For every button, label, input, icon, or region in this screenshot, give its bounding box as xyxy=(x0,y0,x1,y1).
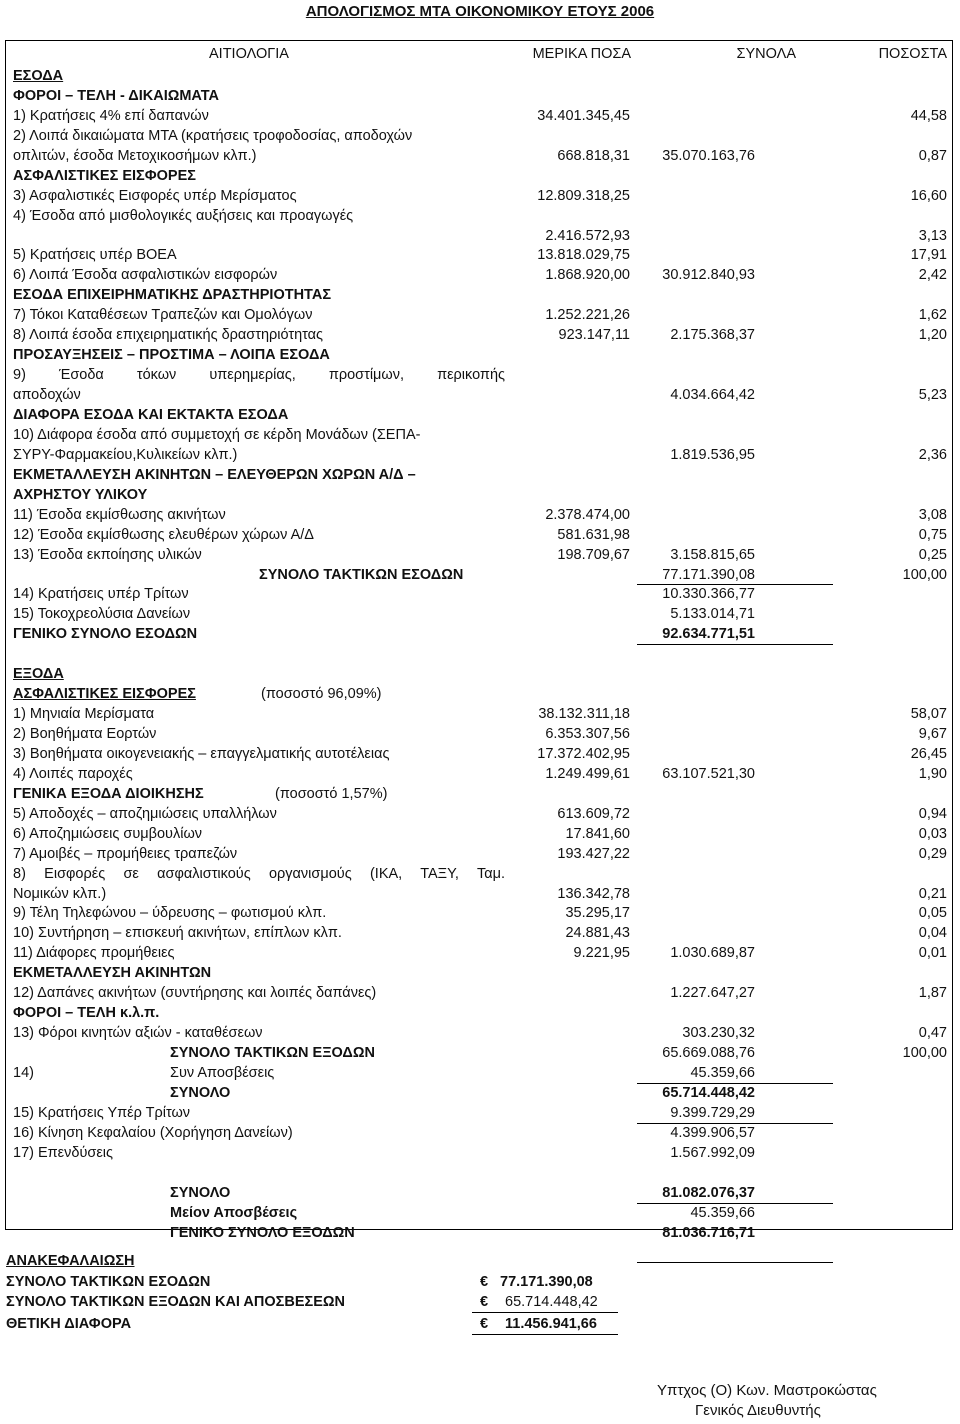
table-row xyxy=(13,785,953,804)
row-label: ΑΣΦΑΛΙΣΤΙΚΕΣ ΕΙΣΦΟΡΕΣ xyxy=(13,686,196,703)
row-label: ΕΣΟΔΑ xyxy=(13,68,64,84)
total-amount: 81.082.076,37 xyxy=(662,1184,755,1201)
summary-label: ΣΥΝΟΛΟ ΤΑΚΤΙΚΩΝ ΕΞΟΔΩΝ ΚΑΙ ΑΠΟΣΒΕΣΕΩΝ xyxy=(6,1294,345,1310)
row-label: 4) Έσοδα από μισθολογικές αυξήσεις και προαγωγές xyxy=(13,207,354,224)
row-label: 11) Διάφορες προμήθειες xyxy=(13,945,175,962)
table-row xyxy=(13,845,953,864)
partial-amount: 923.147,11 xyxy=(558,327,630,344)
signature-role: Γενικός Διευθυντής xyxy=(695,1402,821,1419)
row-label: 12) Έσοδα εκμίσθωσης ελευθέρων χώρων Α/Δ xyxy=(13,526,314,543)
total-amount: 35.070.163,76 xyxy=(662,147,755,164)
percentage: 2,42 xyxy=(918,267,947,284)
table-row xyxy=(13,964,953,983)
row-label: ΕΣΟΔΑ ΕΠΙΧΕΙΡΗΜΑΤΙΚΗΣ ΔΡΑΣΤΗΡΙΟΤΗΤΑΣ xyxy=(13,287,332,304)
partial-amount: 24.881,43 xyxy=(565,925,630,942)
table-row xyxy=(13,167,953,186)
partial-amount: 1.252.221,26 xyxy=(545,307,630,324)
table-row xyxy=(13,227,953,246)
table-row xyxy=(13,346,953,365)
row-label: 2) Βοηθήματα Εορτών xyxy=(13,726,157,743)
table-row xyxy=(13,605,953,624)
partial-amount: 17.841,60 xyxy=(565,825,630,842)
total-amount: 65.669.088,76 xyxy=(662,1045,755,1062)
table-row xyxy=(13,1184,953,1203)
total-amount: 65.714.448,42 xyxy=(662,1084,755,1101)
percentage: 3,08 xyxy=(918,506,947,523)
total-amount: 1.819.536,95 xyxy=(670,446,755,463)
total-underline xyxy=(637,1123,833,1124)
percentage: 0,75 xyxy=(918,526,947,543)
row-label: Νομικών κλπ.) xyxy=(13,885,107,902)
table-row xyxy=(13,885,953,904)
partial-amount: 38.132.311,18 xyxy=(538,706,630,723)
table-row xyxy=(13,486,953,505)
total-amount: 1.030.689,87 xyxy=(670,945,755,962)
percentage: 0,05 xyxy=(918,905,947,922)
summary-label: ΣΥΝΟΛΟ ΤΑΚΤΙΚΩΝ ΕΣΟΔΩΝ xyxy=(6,1274,211,1290)
header-pososta: ΠΟΣΟΣΤΑ xyxy=(878,46,947,62)
table-row xyxy=(13,665,953,684)
table-row xyxy=(13,904,953,923)
row-note: (ποσοστό 96,09%) xyxy=(261,686,382,703)
total-amount: 30.912.840,93 xyxy=(662,267,755,284)
row-label: 14) xyxy=(13,1065,34,1081)
table-row xyxy=(13,426,953,445)
percentage: 3,13 xyxy=(918,227,947,244)
percentage: 0,01 xyxy=(918,945,947,962)
row-label: 8) Εισφορές σε ασφαλιστικούς οργανισμούς (ΙΚΑ, ΤΑΞΥ, Ταμ. xyxy=(13,865,505,882)
table-row xyxy=(13,67,953,86)
partial-amount: 581.631,98 xyxy=(557,526,630,543)
total-amount: 4.399.906,57 xyxy=(670,1124,755,1141)
total-amount: 3.158.815,65 xyxy=(670,546,755,563)
total-underline xyxy=(637,644,833,645)
partial-amount: 193.427,22 xyxy=(557,845,630,862)
total-underline xyxy=(637,1203,833,1204)
row-label: 10) Συντήρηση – επισκευή ακινήτων, επίπλων κλπ. xyxy=(13,925,342,942)
row-label: ΦΟΡΟΙ – ΤΕΛΗ - ΔΙΚΑΙΩΜΑΤΑ xyxy=(13,87,219,104)
euro-icon: € xyxy=(480,1316,489,1332)
row-label: 10) Διάφορα έσοδα από συμμετοχή σε κέρδη Μονάδων (ΣΕΠΑ- xyxy=(13,426,421,443)
row-note: (ποσοστό 1,57%) xyxy=(275,785,388,802)
table-row xyxy=(13,246,953,265)
percentage: 0,21 xyxy=(918,885,947,902)
row-label: αποδοχών xyxy=(13,387,81,404)
percentage: 1,20 xyxy=(918,327,947,344)
total-amount: 1.567.992,09 xyxy=(670,1144,755,1161)
percentage: 0,03 xyxy=(918,825,947,842)
percentage: 58,07 xyxy=(910,706,947,723)
percentage: 100,00 xyxy=(902,566,947,583)
percentage: 0,29 xyxy=(918,845,947,862)
partial-amount: 2.416.572,93 xyxy=(545,227,630,244)
total-amount: 92.634.771,51 xyxy=(662,626,755,643)
percentage: 0,25 xyxy=(918,546,947,563)
percentage: 44,58 xyxy=(910,107,947,124)
row-label: ΣΥΝΟΛΟ xyxy=(170,1084,231,1101)
total-amount: 4.034.664,42 xyxy=(670,387,755,404)
table-row xyxy=(13,286,953,305)
table-row xyxy=(13,466,953,485)
table-row xyxy=(13,566,953,585)
row-label: 4) Λοιπές παροχές xyxy=(13,765,133,782)
percentage: 16,60 xyxy=(910,187,947,204)
table-row xyxy=(13,1104,953,1123)
total-amount: 45.359,66 xyxy=(690,1204,755,1221)
percentage: 1,90 xyxy=(918,765,947,782)
table-row xyxy=(13,207,953,226)
row-label: 11) Έσοδα εκμίσθωσης ακινήτων xyxy=(13,506,226,523)
partial-amount: 35.295,17 xyxy=(565,905,630,922)
partial-amount: 2.378.474,00 xyxy=(545,506,630,523)
row-label: ΑΣΦΑΛΙΣΤΙΚΕΣ ΕΙΣΦΟΡΕΣ xyxy=(13,167,196,184)
percentage: 1,62 xyxy=(918,307,947,324)
summary-value: 77.171.390,08 xyxy=(500,1274,593,1290)
percentage: 0,87 xyxy=(918,147,947,164)
row-label: Μείον Αποσβέσεις xyxy=(170,1204,298,1221)
partial-amount: 34.401.345,45 xyxy=(537,107,630,124)
table-row xyxy=(13,1164,953,1183)
row-label: ΑΧΡΗΣΤΟΥ ΥΛΙΚΟΥ xyxy=(13,486,148,503)
row-note: Συν Αποσβέσεις xyxy=(170,1065,275,1081)
table-row xyxy=(13,1124,953,1143)
row-label: 9) Τέλη Τηλεφώνου – ύδρευσης – φωτισμού κλπ. xyxy=(13,905,327,922)
row-label: ΦΟΡΟΙ – ΤΕΛΗ κ.λ.π. xyxy=(13,1005,160,1022)
table-row xyxy=(13,107,953,126)
partial-amount: 17.372.402,95 xyxy=(537,745,630,762)
row-label: ΣΥΝΟΛΟ ΤΑΚΤΙΚΩΝ ΕΣΟΔΩΝ xyxy=(259,566,464,583)
row-label: 5) Κρατήσεις υπέρ ΒΟΕΑ xyxy=(13,247,177,264)
table-row xyxy=(13,446,953,465)
table-row xyxy=(13,386,953,405)
table-row xyxy=(13,1084,953,1103)
row-label: 15) Κρατήσεις Υπέρ Τρίτων xyxy=(13,1104,191,1121)
table-row xyxy=(13,805,953,824)
table-row xyxy=(13,765,953,784)
row-label: 1) Κρατήσεις 4% επί δαπανών xyxy=(13,107,209,124)
row-label: ΣΥΝΟΛΟ xyxy=(170,1184,231,1201)
table-row xyxy=(13,1004,953,1023)
row-label: 12) Δαπάνες ακινήτων (συντήρησης και λοιπές δαπάνες) xyxy=(13,985,377,1002)
row-label: 14) Κρατήσεις υπέρ Τρίτων xyxy=(13,586,189,603)
table-row xyxy=(13,147,953,166)
table-row xyxy=(13,1044,953,1063)
percentage: 26,45 xyxy=(910,745,947,762)
table-row xyxy=(13,865,953,884)
table-row xyxy=(13,625,953,644)
summary-divider xyxy=(472,1334,618,1335)
percentage: 0,04 xyxy=(918,925,947,942)
table-row xyxy=(13,944,953,963)
total-amount: 9.399.729,29 xyxy=(670,1104,755,1121)
euro-icon: € xyxy=(480,1274,489,1290)
partial-amount: 668.818,31 xyxy=(557,147,630,164)
summary-label: ΘΕΤΙΚΗ ΔΙΑΦΟΡΑ xyxy=(6,1316,132,1332)
partial-amount: 1.868.920,00 xyxy=(545,267,630,284)
table-row xyxy=(13,127,953,146)
signature-name: Υπτχος (Ο) Κων. Μαστροκώστας xyxy=(657,1382,877,1399)
partial-amount: 1.249.499,61 xyxy=(545,765,630,782)
row-label: 8) Λοιπά έσοδα επιχειρηματικής δραστηριότητας xyxy=(13,327,324,344)
partial-amount: 9.221,95 xyxy=(573,945,630,962)
table-row xyxy=(13,406,953,425)
table-row xyxy=(13,924,953,943)
summary-divider xyxy=(472,1312,618,1313)
summary-value: 11.456.941,66 xyxy=(505,1316,597,1332)
header-synola: ΣΥΝΟΛΑ xyxy=(736,46,796,62)
table-header xyxy=(13,45,953,64)
row-label: 16) Κίνηση Κεφαλαίου (Χορήγηση Δανείων) xyxy=(13,1124,293,1141)
table-row xyxy=(13,685,953,704)
row-label: ΕΚΜΕΤΑΛΛΕΥΣΗ ΑΚΙΝΗΤΩΝ – ΕΛΕΥΘΕΡΩΝ ΧΩΡΩΝ Α/Δ – xyxy=(13,466,416,483)
row-label: 1) Μηνιαία Μερίσματα xyxy=(13,706,155,723)
row-label: ΣΥΡΥ-Φαρμακείου,Κυλικείων κλπ.) xyxy=(13,446,238,463)
row-label: 17) Επενδύσεις xyxy=(13,1144,113,1161)
table-row xyxy=(13,526,953,545)
summary-row xyxy=(0,1314,960,1334)
total-amount: 1.227.647,27 xyxy=(670,985,755,1002)
total-amount: 5.133.014,71 xyxy=(670,606,755,623)
table-row xyxy=(13,1224,953,1243)
row-label: οπλιτών, έσοδα Μετοχικοσήμων κλπ.) xyxy=(13,147,257,164)
table-row xyxy=(13,745,953,764)
table-row xyxy=(13,725,953,744)
percentage: 9,67 xyxy=(918,726,947,743)
partial-amount: 198.709,67 xyxy=(557,546,630,563)
table-row xyxy=(13,326,953,345)
row-label: ΔΙΑΦΟΡΑ ΕΣΟΔΑ ΚΑΙ ΕΚΤΑΚΤΑ ΕΣΟΔΑ xyxy=(13,406,289,423)
percentage: 17,91 xyxy=(910,247,947,264)
total-amount: 81.036.716,71 xyxy=(662,1224,755,1241)
row-label: 3) Ασφαλιστικές Εισφορές υπέρ Μερίσματος xyxy=(13,187,297,204)
table-row xyxy=(13,266,953,285)
partial-amount: 13.818.029,75 xyxy=(537,247,630,264)
summary-row xyxy=(0,1292,960,1312)
row-label: 9) Έσοδα τόκων υπερημερίας, προστίμων, περικοπής xyxy=(13,367,505,384)
header-aitiologia: ΑΙΤΙΟΛΟΓΙΑ xyxy=(209,46,289,62)
table-row xyxy=(13,1024,953,1043)
partial-amount: 613.609,72 xyxy=(557,805,630,822)
row-label: ΣΥΝΟΛΟ ΤΑΚΤΙΚΩΝ ΕΞΟΔΩΝ xyxy=(170,1045,375,1062)
percentage: 1,87 xyxy=(918,985,947,1002)
table-row xyxy=(13,1064,953,1083)
total-amount: 10.330.366,77 xyxy=(662,586,755,603)
total-amount: 77.171.390,08 xyxy=(662,566,755,583)
total-amount: 303.230,32 xyxy=(682,1025,755,1042)
percentage: 0,47 xyxy=(918,1025,947,1042)
table-row xyxy=(13,1204,953,1223)
table-row xyxy=(13,984,953,1003)
total-amount: 63.107.521,30 xyxy=(662,765,755,782)
summary-row xyxy=(0,1272,960,1292)
total-amount: 45.359,66 xyxy=(690,1065,755,1081)
total-amount: 2.175.368,37 xyxy=(670,327,755,344)
percentage: 0,94 xyxy=(918,805,947,822)
row-label: ΕΞΟΔΑ xyxy=(13,666,64,683)
row-label: ΠΡΟΣΑΥΞΗΣΕΙΣ – ΠΡΟΣΤΙΜΑ – ΛΟΙΠΑ ΕΣΟΔΑ xyxy=(13,347,330,364)
row-label: 7) Τόκοι Καταθέσεων Τραπεζών και Ομολόγων xyxy=(13,307,313,324)
partial-amount: 12.809.318,25 xyxy=(537,187,630,204)
header-merika-posa: ΜΕΡΙΚΑ ΠΟΣΑ xyxy=(532,46,631,62)
table-row xyxy=(13,306,953,325)
total-underline xyxy=(637,1083,833,1084)
table-row xyxy=(13,187,953,206)
table-row xyxy=(13,546,953,565)
row-label: 13) Έσοδα εκποίησης υλικών xyxy=(13,546,202,563)
table-row xyxy=(13,585,953,604)
euro-icon: € xyxy=(480,1294,489,1310)
row-label: 13) Φόροι κινητών αξιών - καταθέσεων xyxy=(13,1025,263,1042)
row-label: 6) Λοιπά Έσοδα ασφαλιστικών εισφορών xyxy=(13,267,278,284)
table-row xyxy=(13,1144,953,1163)
row-label: 15) Τοκοχρεολύσια Δανείων xyxy=(13,606,191,623)
table-row xyxy=(13,506,953,525)
row-label: 5) Αποδοχές – αποζημιώσεις υπαλλήλων xyxy=(13,805,277,822)
row-label: ΓΕΝΙΚΟ ΣΥΝΟΛΟ ΕΣΟΔΩΝ xyxy=(13,626,198,643)
page-title: ΑΠΟΛΟΓΙΣΜΟΣ ΜΤΑ ΟΙΚΟΝΟΜΙΚΟΥ ΕΤΟΥΣ 2006 xyxy=(305,3,655,20)
table-row xyxy=(13,645,953,664)
row-label: 3) Βοηθήματα οικογενειακής – επαγγελματικής αυτοτέλειας xyxy=(13,745,390,762)
partial-amount: 136.342,78 xyxy=(557,885,630,902)
percentage: 2,36 xyxy=(918,446,947,463)
row-label: 2) Λοιπά δικαιώματα ΜΤΑ (κρατήσεις τροφοδοσίας, αποδοχών xyxy=(13,127,413,144)
row-label: ΓΕΝΙΚΑ ΕΞΟΔΑ ΔΙΟΙΚΗΣΗΣ xyxy=(13,785,204,802)
table-row xyxy=(13,825,953,844)
row-label: 6) Αποζημιώσεις συμβουλίων xyxy=(13,825,203,842)
row-label: ΕΚΜΕΤΑΛΛΕΥΣΗ ΑΚΙΝΗΤΩΝ xyxy=(13,965,212,982)
summary-heading: ΑΝΑΚΕΦΑΛΑΙΩΣΗ xyxy=(6,1253,135,1269)
summary-value: 65.714.448,42 xyxy=(505,1294,598,1310)
row-label: 7) Αμοιβές – προμήθειες τραπεζών xyxy=(13,845,238,862)
table-row xyxy=(13,705,953,724)
percentage: 5,23 xyxy=(918,387,947,404)
row-label: ΓΕΝΙΚΟ ΣΥΝΟΛΟ ΕΞΟΔΩΝ xyxy=(170,1224,355,1241)
table-row xyxy=(13,366,953,385)
table-row xyxy=(13,87,953,106)
partial-amount: 6.353.307,56 xyxy=(545,726,630,743)
percentage: 100,00 xyxy=(902,1045,947,1062)
total-underline xyxy=(637,584,833,585)
